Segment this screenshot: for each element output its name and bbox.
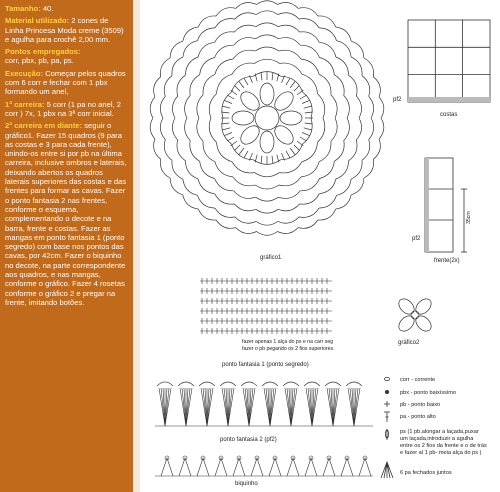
scallop-mark <box>356 96 361 118</box>
scallop-mark <box>203 74 215 94</box>
stitch-mark <box>305 123 313 124</box>
scallop-mark <box>222 118 232 144</box>
scallop-mark <box>235 13 256 19</box>
picot-mark <box>251 458 263 476</box>
fan-arc <box>325 382 341 386</box>
scallop-mark <box>197 95 203 118</box>
scallop-mark <box>235 217 256 223</box>
scallop-mark <box>209 118 216 142</box>
grafico2-label: gráfico2 <box>398 340 420 346</box>
fan-arc <box>199 382 215 386</box>
execution-value: Começar pelos quadros com 6 corr e fechar com 1 pbx formando um anel, <box>5 68 126 97</box>
stitch-mark <box>302 100 309 103</box>
page-gutter <box>133 0 140 492</box>
petal-mark <box>237 122 262 147</box>
costas-pf2-label: pf2 <box>393 97 402 103</box>
scallop-mark <box>257 232 278 236</box>
scallop-mark <box>197 28 215 41</box>
scallop-mark <box>177 140 186 161</box>
scallop-mark <box>183 41 198 57</box>
stitch-mark <box>225 100 232 103</box>
inner-petals <box>232 83 302 153</box>
scallop-mark <box>278 191 300 199</box>
size-paragraph <box>5 4 129 13</box>
scallop-mark <box>209 94 216 118</box>
legend-six-pa: 6 pa fechados juntos <box>400 470 452 476</box>
scallop-mark <box>373 77 380 97</box>
scallop-mark <box>300 32 320 43</box>
scallop-mark <box>336 161 349 179</box>
scallop-mark <box>172 118 177 140</box>
scallop-mark <box>279 50 301 59</box>
fan-arc <box>283 382 299 386</box>
biquinho-label: biquinho <box>235 481 258 487</box>
grafico1-chart <box>140 0 395 262</box>
scallop-mark <box>150 97 155 118</box>
picot-mark <box>233 458 245 476</box>
scallop-mark <box>300 194 320 205</box>
scallop-mark <box>331 118 337 141</box>
scallop-mark <box>190 75 200 96</box>
scallop-mark <box>255 173 280 177</box>
fantasia1-note-1: fazer apenas 1 alça do ps e na carr seg <box>242 339 334 345</box>
fantasia1-chart <box>200 275 335 340</box>
scallop-mark <box>215 19 235 28</box>
scallop-mark <box>198 42 215 57</box>
slip-stitch-icon <box>385 390 388 393</box>
scallop-mark <box>364 159 374 178</box>
material-value: 2 cones de Linha Princesa Moda creme (3509) e agulha para crochê 2,00 mm. <box>5 16 124 44</box>
scallop-mark <box>257 1 278 5</box>
round1-value: 5 corr (1 pa no anel, 2 corr ) 7x, 1 pbx na 3ª corr inicial. <box>5 99 121 118</box>
legend-pb: pb - ponto baixo <box>400 402 441 408</box>
scallop-mark <box>190 141 200 162</box>
scallop-mark <box>256 23 278 27</box>
scallop-mark <box>231 76 253 92</box>
stitch-mark <box>227 137 234 141</box>
rosette-center <box>411 311 419 319</box>
stitch-mark <box>227 95 234 99</box>
stitch-mark <box>300 95 307 99</box>
cluster-icon <box>381 462 393 478</box>
frente-label: frente(2x) <box>434 258 460 264</box>
scallop-mark <box>160 58 170 77</box>
diagram-area <box>140 0 500 492</box>
stitch-mark <box>290 148 295 154</box>
scallop-mark <box>319 161 334 178</box>
fan-arc <box>241 382 257 386</box>
stitch-mark <box>239 148 244 154</box>
scallop-mark <box>319 42 336 57</box>
frente-front-band <box>425 158 429 252</box>
scallop-mark <box>303 92 313 118</box>
scallop-mark <box>279 177 301 186</box>
stitch-mark <box>286 151 290 158</box>
legend-ps-2: um laçada,introduzir a agulha <box>400 436 474 442</box>
measure-label: 35cm <box>466 211 472 224</box>
chain-icon <box>385 377 390 380</box>
scallop-mark <box>278 228 299 234</box>
picot-mark <box>341 458 353 476</box>
stitch-mark <box>244 151 248 158</box>
scallop-mark <box>183 195 199 209</box>
scallop-mark <box>302 74 318 94</box>
execution-paragraph <box>5 69 129 97</box>
scallop-mark <box>344 96 350 119</box>
scallop-mark <box>334 75 344 96</box>
scallop-mark <box>369 118 374 140</box>
scallop-mark <box>198 16 216 27</box>
stitch-mark <box>261 72 262 80</box>
stitch-mark <box>223 106 231 108</box>
legend-pbx: pbx - ponto baixíssimo <box>400 390 456 396</box>
execution-label: Execução: <box>5 68 43 78</box>
scallop-mark <box>216 8 236 16</box>
stitch-mark <box>225 133 232 136</box>
scallop-mark <box>278 13 299 19</box>
scallop-mark <box>331 95 337 118</box>
scallop-mark <box>280 162 302 173</box>
scallop-mark <box>215 194 235 205</box>
scallop-mark <box>217 74 233 94</box>
scallop-mark <box>318 94 325 118</box>
round2-value: seguir o gráfico1. Fazer 15 quadros (9 para as costas e 3 para cada frente), unindo-os entre si por pb na última carreira, inclusive ombros e laterais, deixando abertos os quadros laterais superiores das costas e das frentes para formar as cavas. Fazer o ponto fantasia 2 nas frentes, conforme o esquema, complementando o decote e na barra, frente e costas. Fazer as mangas em ponto fantasia 1 (ponto segredo) com base nos pontos das cavas, por 42cm. Fazer o biquinho no decote, na parte correspondente aos quadros, e nas mangas, conforme o gráfico. Fazer 4 rosetas conforme o gráfico 2 e pregar na frente, imitando botões. <box>5 121 127 307</box>
scallop-mark <box>215 59 233 74</box>
scallop-mark <box>319 141 331 161</box>
scallop-mark <box>337 41 352 57</box>
scallop-mark <box>362 76 370 97</box>
stitch-mark <box>294 86 300 92</box>
rosette-petal <box>396 313 417 334</box>
fantasia2-chart <box>155 378 375 436</box>
fantasia2-label: ponto fantasia 2 (pf2) <box>220 437 277 443</box>
scallop-mark <box>344 118 350 141</box>
scallop-mark <box>170 41 183 58</box>
scallop-mark <box>154 139 161 159</box>
scallop-mark <box>334 141 344 162</box>
scallop-mark <box>236 3 257 9</box>
stitch-mark <box>304 128 312 130</box>
scallop-mark <box>256 197 279 201</box>
scallop-mark <box>154 77 161 97</box>
scallop-mark <box>172 160 183 179</box>
scallop-mark <box>319 74 331 94</box>
scallop-mark <box>183 27 199 41</box>
scallop-mark <box>231 144 253 160</box>
frente-outline <box>425 158 453 252</box>
scallop-mark <box>255 47 279 51</box>
petal-mark <box>237 88 262 113</box>
scallop-mark <box>160 96 165 118</box>
stitch-mark <box>304 106 312 108</box>
scallop-mark <box>233 177 255 186</box>
scallop-mark <box>318 118 325 142</box>
scallop-mark <box>256 221 278 225</box>
scallop-mark <box>234 191 256 199</box>
scallop-mark <box>278 217 299 223</box>
legend-ps-1: ps (1 pb,alongar a laçada,puxar <box>400 429 479 435</box>
stitches-label: Pontos empregados: <box>5 47 81 57</box>
scallop-mark <box>232 63 254 74</box>
scallop-mark <box>298 220 318 228</box>
scallop-mark <box>302 142 318 162</box>
scallop-mark <box>356 118 361 140</box>
scallop-mark <box>232 162 254 173</box>
stitches-paragraph <box>5 47 129 66</box>
petal-mark <box>232 111 254 125</box>
scallop-mark <box>215 32 235 43</box>
scallop-mark <box>172 96 177 118</box>
scallop-mark <box>301 162 319 177</box>
scallop-mark <box>318 209 336 220</box>
scallop-mark <box>299 19 319 28</box>
scallop-mark <box>379 97 384 118</box>
scallop-mark <box>234 38 256 46</box>
scallop-mark <box>186 57 199 75</box>
fantasia1-note-2: fazer o pb pegando os 2 fios superiores. <box>242 346 335 352</box>
stitch-mark <box>272 72 273 80</box>
scallop-mark <box>185 96 191 119</box>
scallop-mark <box>318 16 336 27</box>
petal-mark <box>280 111 302 125</box>
scallop-mark <box>197 118 203 141</box>
scallop-mark <box>298 8 318 16</box>
scallop-mark <box>379 118 384 139</box>
scallop-mark <box>280 63 302 74</box>
scallop-mark <box>234 25 256 32</box>
scallop-mark <box>281 76 303 92</box>
scallop-mark <box>349 75 358 96</box>
scallop-mark <box>160 118 165 140</box>
scallop-mark <box>215 208 235 217</box>
scallop-mark <box>170 178 183 195</box>
stitch-mark <box>290 82 295 88</box>
scallop-mark <box>234 204 256 211</box>
stitch-mark <box>302 133 309 136</box>
stitch-mark <box>221 112 229 113</box>
stitch-mark <box>221 123 229 124</box>
stitch-mark <box>294 145 300 151</box>
fan-arc <box>178 382 194 386</box>
scallop-mark <box>215 45 234 57</box>
scallop-mark <box>336 195 352 209</box>
center-ring <box>255 106 279 130</box>
outer-scallops <box>150 1 384 236</box>
stitch-mark <box>235 145 241 151</box>
scallop-mark <box>319 58 334 75</box>
scallop-mark <box>164 76 172 97</box>
stitch-mark <box>239 82 244 88</box>
scallop-mark <box>186 161 199 179</box>
picot-mark <box>359 458 371 476</box>
round2-label: 2ª carreira em diante: <box>5 121 83 131</box>
scallop-mark <box>185 118 191 141</box>
scallop-mark <box>303 118 313 144</box>
scallop-mark <box>301 59 319 74</box>
scallop-mark <box>336 57 349 75</box>
costas-label: costas <box>440 112 458 118</box>
legend-ps-3: entre os 2 fios da frente e o de trás <box>400 443 487 449</box>
fan-arc <box>220 382 236 386</box>
stitch-mark <box>286 78 290 85</box>
costas-border-band <box>408 97 490 102</box>
stitch-spokes <box>221 72 313 164</box>
rosette-petal <box>413 296 434 317</box>
stitch-mark <box>300 137 307 141</box>
scallop-mark <box>172 57 183 76</box>
scallop-mark <box>278 3 299 9</box>
stitch-mark <box>235 86 241 92</box>
scallop-mark <box>351 160 362 179</box>
scallop-mark <box>300 45 319 57</box>
fan-arc <box>157 382 173 386</box>
scallop-mark <box>215 179 234 191</box>
stitch-mark <box>272 156 273 164</box>
fan-arc <box>346 382 362 386</box>
scallop-mark <box>319 195 337 208</box>
frente-pf2-label: pf2 <box>412 236 421 242</box>
scallop-mark <box>256 209 278 213</box>
scallop-mark <box>200 58 215 75</box>
stitch-mark <box>261 156 262 164</box>
scallop-mark <box>217 142 233 162</box>
grafico2-chart <box>390 290 440 340</box>
petal-mark <box>271 88 296 113</box>
scallop-mark <box>216 220 236 228</box>
material-paragraph <box>5 16 129 44</box>
scallop-mark <box>233 50 255 59</box>
picot-mark <box>197 458 209 476</box>
scallop-mark <box>336 27 352 41</box>
legend-corr: corr - corrente <box>400 377 436 383</box>
frente-schematic <box>420 150 480 260</box>
scallop-mark <box>198 209 216 220</box>
picot-mark <box>269 458 281 476</box>
scallop-mark <box>256 11 278 15</box>
scallop-mark <box>281 144 303 160</box>
fan-arc <box>262 382 278 386</box>
scallop-mark <box>278 38 300 46</box>
grafico1-label: gráfico1 <box>260 255 282 261</box>
scallop-mark <box>319 179 336 194</box>
scallop-mark <box>299 208 319 217</box>
picot-mark <box>161 458 173 476</box>
biquinho-chart <box>155 452 375 482</box>
scallop-mark <box>255 59 280 63</box>
legend-pa: pa - ponto alto <box>400 414 436 420</box>
scallop-mark <box>351 57 362 76</box>
scallop-mark <box>349 140 358 161</box>
scallop-mark <box>197 195 215 208</box>
scallop-mark <box>364 58 374 77</box>
costas-schematic <box>396 15 496 110</box>
costas-outline <box>408 20 490 102</box>
picot-mark <box>179 458 191 476</box>
scallop-mark <box>369 96 374 118</box>
round2-paragraph <box>5 121 129 307</box>
scallop-mark <box>255 185 279 189</box>
scallop-mark <box>222 92 232 118</box>
scallop-mark <box>198 179 215 194</box>
scallop-mark <box>319 28 337 41</box>
scallop-mark <box>200 161 215 178</box>
fan-arc <box>304 382 320 386</box>
petal-mark <box>260 131 274 153</box>
scallop-mark <box>362 140 370 161</box>
scallop-mark <box>164 140 172 161</box>
scallop-mark <box>300 179 319 191</box>
scallop-mark <box>177 75 186 96</box>
stitch-mark <box>223 128 231 130</box>
scallop-mark <box>236 228 257 234</box>
round1-paragraph <box>5 100 129 119</box>
petal-mark <box>260 83 274 105</box>
scallop-mark <box>351 178 364 195</box>
scallop-mark <box>215 162 233 177</box>
scallop-mark <box>373 139 380 159</box>
petal-mark <box>271 122 296 147</box>
picot-mark <box>215 458 227 476</box>
rosette-petal <box>413 313 434 334</box>
picot-mark <box>305 458 317 476</box>
stitch-mark <box>305 112 313 113</box>
scallop-mark <box>351 41 364 58</box>
scallop-mark <box>203 141 215 161</box>
size-label: Tamanho: <box>5 4 41 13</box>
scallop-mark <box>183 179 198 195</box>
picot-mark <box>287 458 299 476</box>
scallop-mark <box>337 179 352 195</box>
instructions-panel <box>0 0 133 492</box>
picot-mark <box>323 458 335 476</box>
scallop-mark <box>278 25 300 32</box>
scallop-mark <box>278 204 300 211</box>
material-label: Material utilizado: <box>5 16 70 26</box>
round1-label: 1ª carreira: <box>5 99 45 109</box>
scallop-mark <box>256 35 279 39</box>
fantasia1-label: ponto fantasia 1 (ponto segredo) <box>222 362 309 368</box>
stitches-value: corr, pbx, pb, pa, ps. <box>5 56 74 66</box>
legend-ps-4: e fazer al 1 pb- meia alça do ps ) <box>400 450 482 456</box>
scallop-mark <box>150 118 155 139</box>
stitch-mark <box>244 78 248 85</box>
rosette-petal <box>396 296 417 317</box>
size-value: 40. <box>40 4 54 13</box>
scallop-mark <box>160 159 170 178</box>
